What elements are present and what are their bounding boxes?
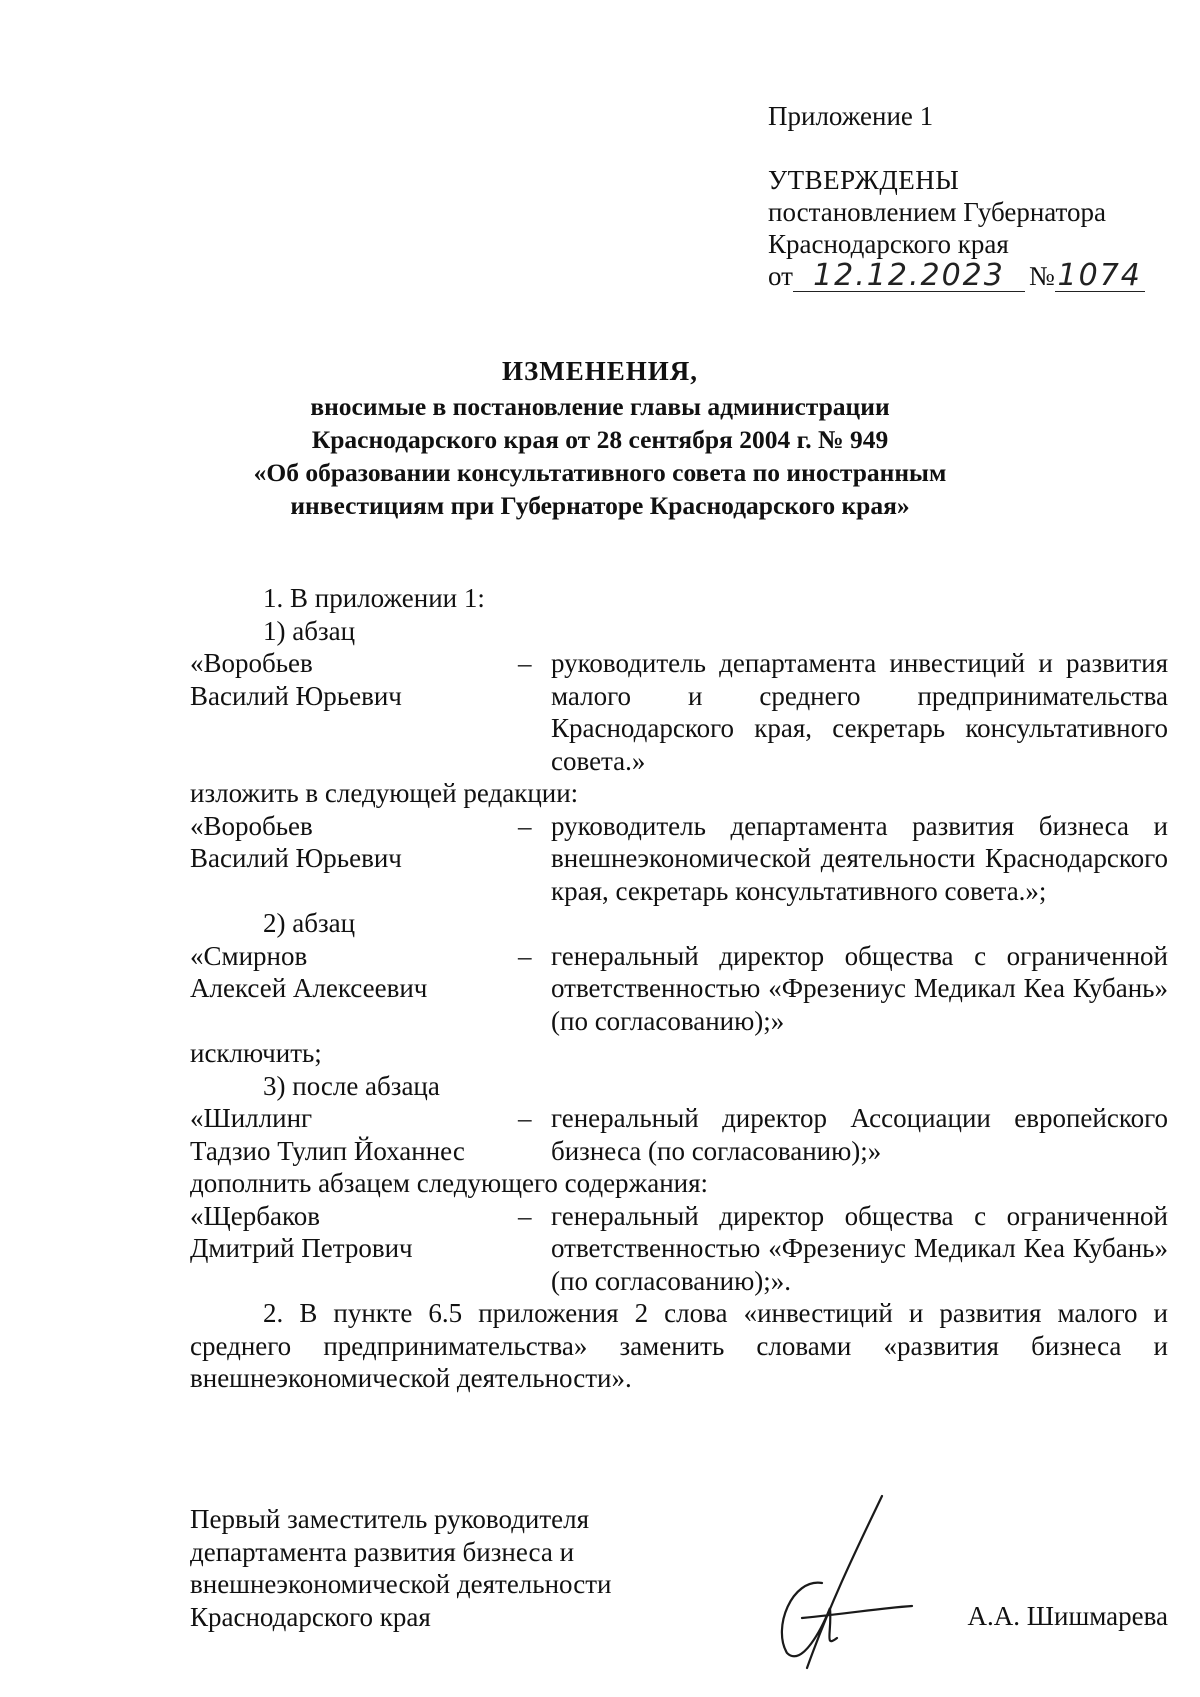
entry-row: [190, 1200, 1168, 1298]
approved-label: УТВЕРЖДЕНЫ: [768, 165, 960, 195]
entry-name: [190, 940, 518, 1005]
item-2: 2. В пункте 6.5 приложения 2 слова «инвестиций и развития малого и среднего предпринимательства» заменить словами «развития бизнеса и внешнеэкономической деятельности».: [190, 1298, 1168, 1393]
title-line-2: Краснодарского края от 28 сентября 2004 г. № 949: [311, 425, 889, 454]
entry-description: руководитель департамента развития бизнеса и внешнеэкономической деятельности Краснодарского края, секретарь консультативного совета.»;: [551, 810, 1168, 906]
approval-line-1: постановлением Губернатора: [768, 197, 1106, 227]
replace-instruction: изложить в следующей редакции:: [190, 778, 579, 808]
document-title: [200, 355, 1000, 522]
signatory-line-2: департамента развития бизнеса и: [190, 1536, 575, 1567]
entry-name: [190, 1200, 518, 1265]
entry-given-names: Тадзио Тулип Йоханнес: [190, 1135, 465, 1166]
date-prefix: от: [768, 261, 793, 291]
entry-surname: «Шиллинг: [190, 1103, 313, 1133]
entry-given-names: Василий Юрьевич: [190, 680, 402, 711]
sub-item-3: 3) после абзаца: [263, 1070, 440, 1101]
entry-dash: –: [518, 810, 532, 841]
entry-dash: –: [518, 1200, 532, 1231]
entry-dash: –: [518, 1103, 532, 1133]
number-prefix: №: [1028, 261, 1055, 291]
entry-surname: «Смирнов: [190, 940, 308, 971]
signatory-line-3: внешнеэкономической деятельности: [190, 1569, 612, 1599]
appendix-label: Приложение 1: [768, 101, 934, 131]
approval-block: [768, 100, 1188, 292]
entry-row: [190, 647, 1168, 777]
document-body: [190, 582, 1168, 1395]
item-1: 1. В приложении 1:: [263, 583, 485, 613]
entry-given-names: Дмитрий Петрович: [190, 1233, 413, 1263]
entry-name: [190, 647, 518, 712]
entry-surname: «Воробьев: [190, 648, 313, 678]
entry-name: [190, 1102, 518, 1167]
entry-row: [190, 1102, 1168, 1167]
title-line-1: вносимые в постановление главы администрации: [310, 392, 890, 421]
approval-date-row: [768, 260, 1188, 292]
title-line-3: «Об образовании консультативного совета по иностранным: [253, 458, 947, 487]
entry-surname: «Воробьев: [190, 810, 313, 841]
signatory-line-1: Первый заместитель руководителя: [190, 1504, 590, 1534]
signature-block: [190, 1503, 1168, 1633]
entry-description: генеральный директор общества с ограниченной ответственностью «Фрезениус Медикал Кеа Кубань» (по согласованию);»: [551, 940, 1168, 1036]
entry-description: генеральный директор Ассоциации европейского бизнеса (по согласованию);»: [551, 1103, 1168, 1166]
approval-line-2: Краснодарского края: [768, 229, 1009, 259]
signatory-name: А.А. Шишмарева: [967, 1601, 1168, 1631]
sub-item-2: 2) абзац: [263, 908, 356, 938]
add-instruction: дополнить абзацем следующего содержания:: [190, 1168, 709, 1198]
exclude-instruction: исключить;: [190, 1038, 322, 1068]
handwritten-number: 1074: [1055, 261, 1145, 292]
signatory-line-4: Краснодарского края: [190, 1601, 431, 1632]
entry-given-names: Алексей Алексеевич: [190, 973, 428, 1003]
entry-description: генеральный директор общества с ограниченной ответственностью «Фрезениус Медикал Кеа Кубань» (по согласованию);».: [551, 1200, 1168, 1296]
entry-row: [190, 940, 1168, 1038]
entry-dash: –: [518, 940, 532, 971]
entry-dash: –: [518, 648, 532, 678]
entry-row: [190, 810, 1168, 908]
signatory-position: [190, 1503, 690, 1633]
sub-item-1: 1) абзац: [263, 615, 356, 646]
title-main: ИЗМЕНЕНИЯ,: [501, 356, 698, 386]
handwritten-date: 12.12.2023: [793, 261, 1025, 292]
title-line-4: инвестициям при Губернаторе Краснодарского края»: [290, 491, 910, 520]
entry-given-names: Василий Юрьевич: [190, 843, 402, 873]
entry-surname: «Щербаков: [190, 1200, 320, 1231]
entry-description: руководитель департамента инвестиций и развития малого и среднего предпринимательства Краснодарского края, секретарь консультативного совета.»: [551, 648, 1168, 776]
entry-name: [190, 810, 518, 875]
